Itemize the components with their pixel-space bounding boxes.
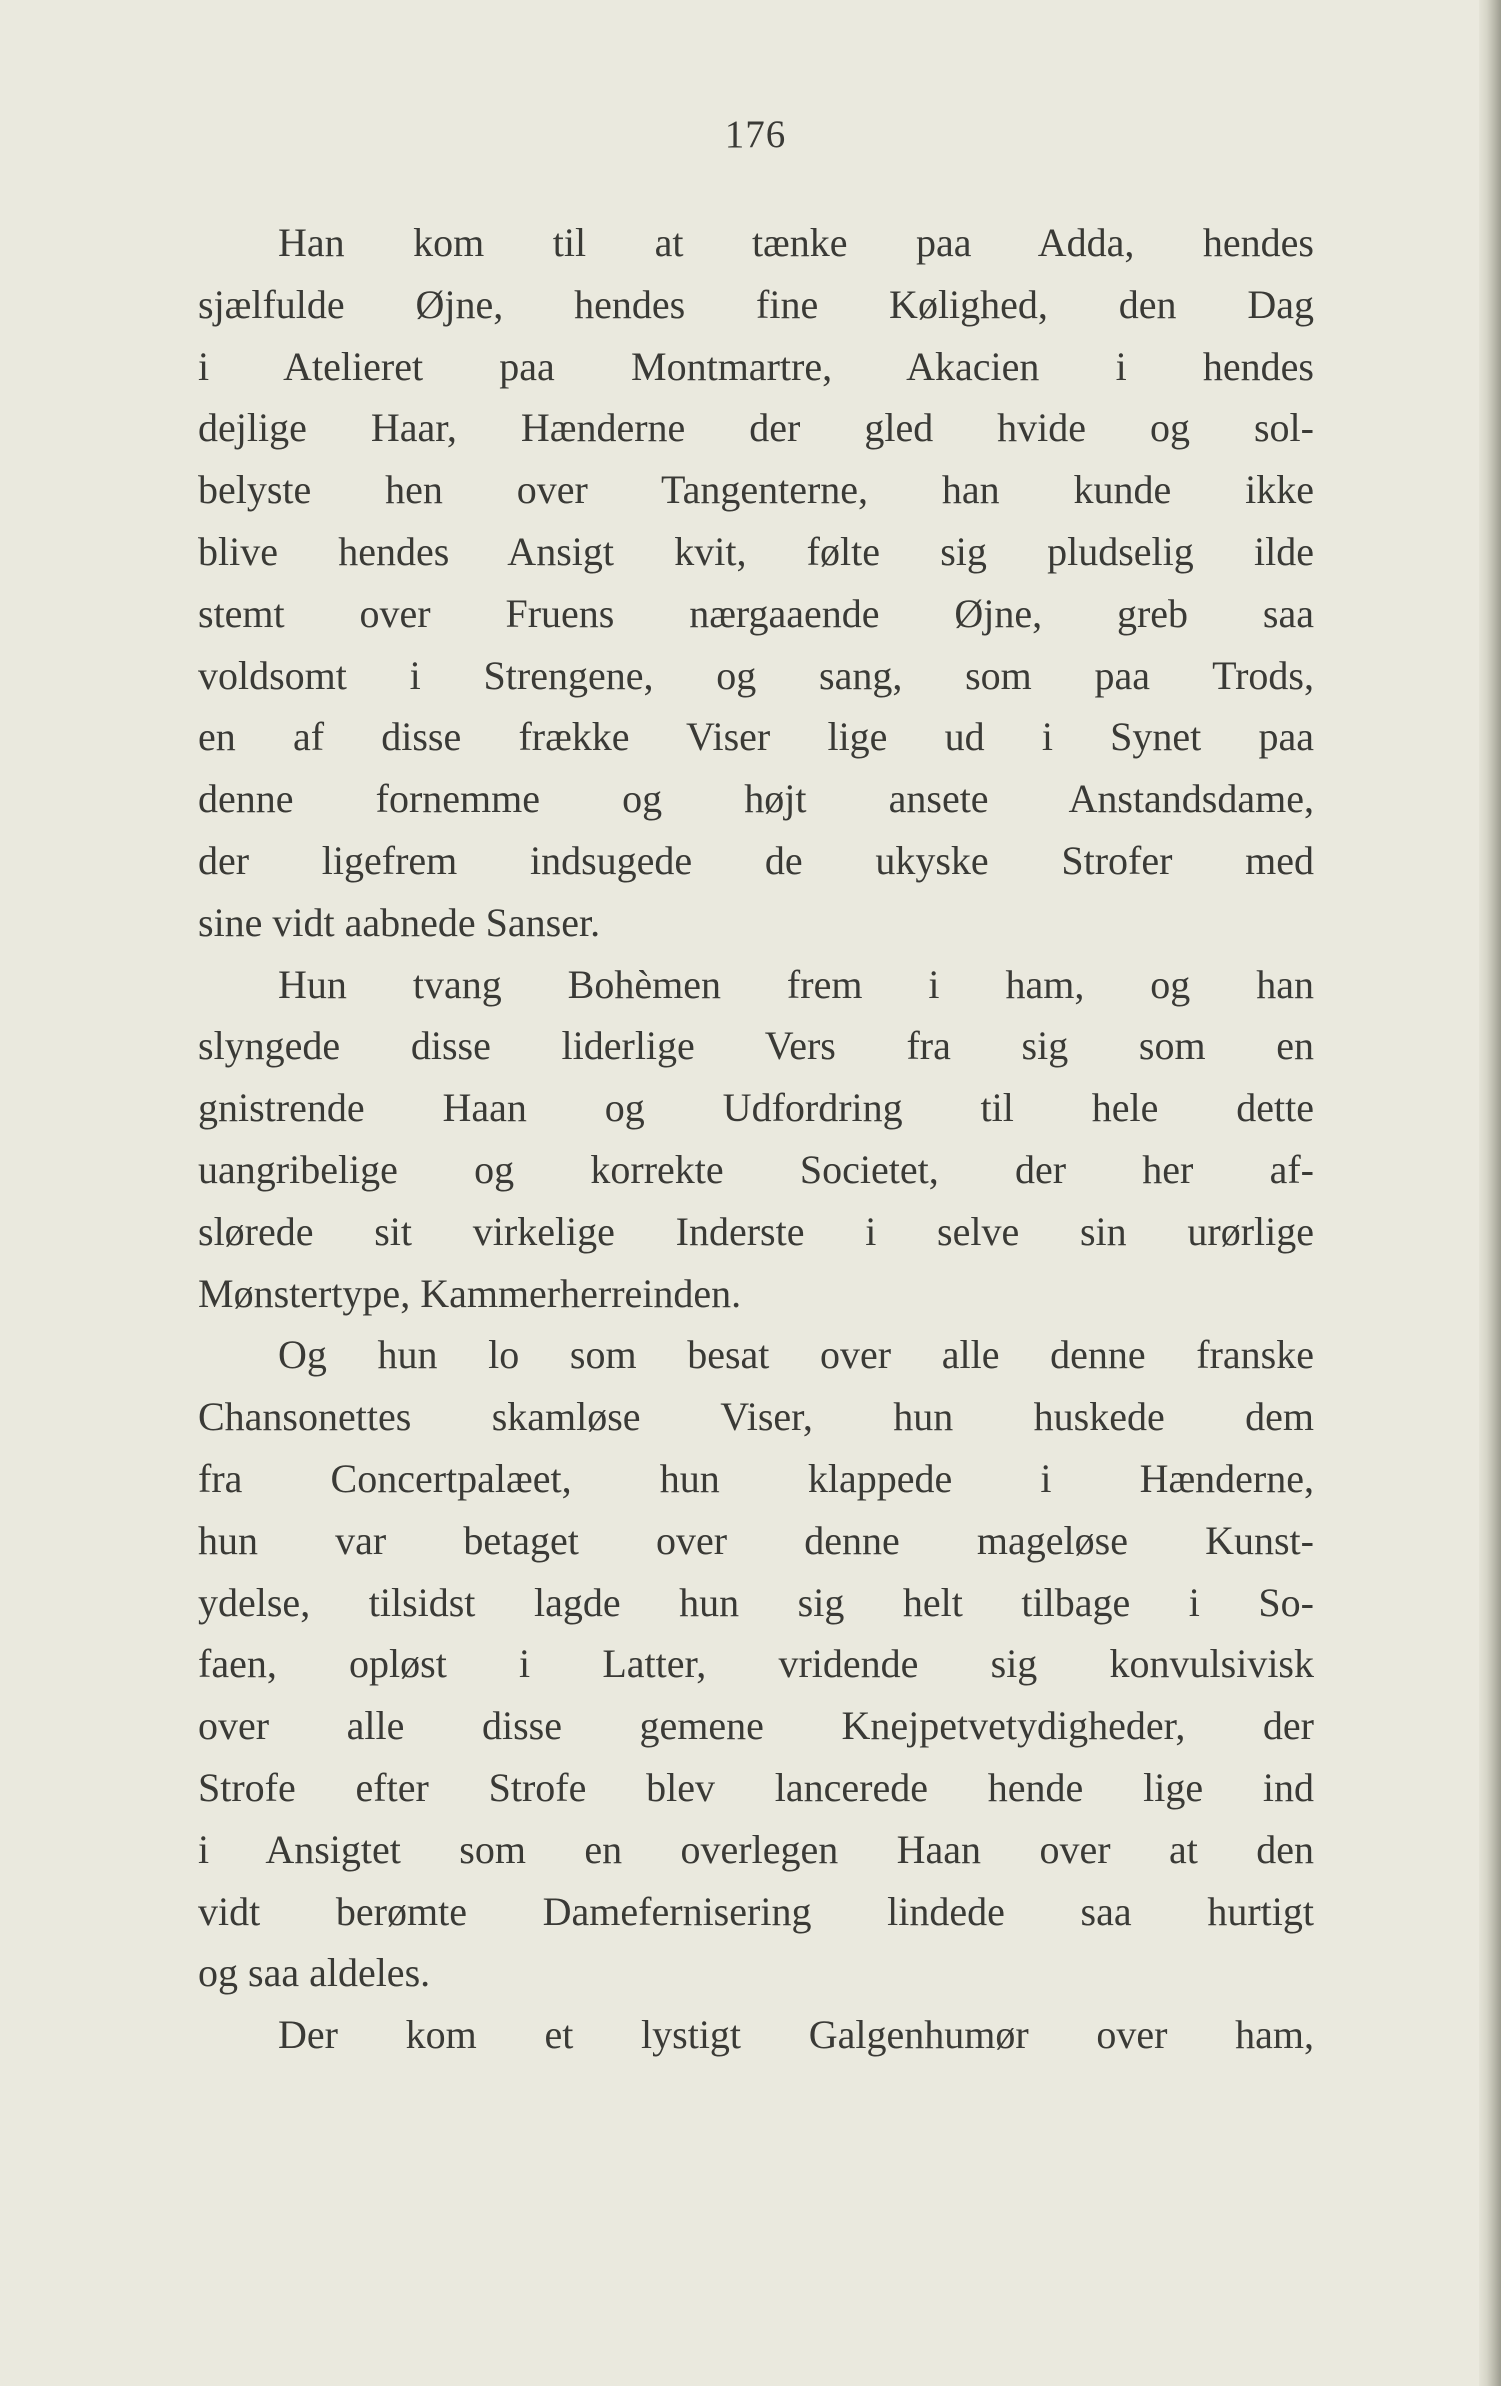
text-line: belyste hen over Tangenterne, han kunde ikke	[198, 467, 1314, 513]
text-line: i Ansigtet som en overlegen Haan over at den	[198, 1826, 1314, 1872]
text-line: sjælfulde Øjne, hendes fine Kølighed, den Dag	[198, 281, 1314, 327]
text-line: stemt over Fruens nærgaaende Øjne, greb saa	[198, 590, 1314, 636]
text-line: fra Concertpalæet, hun klappede i Hænderne,	[198, 1455, 1314, 1501]
text-line: Chansonettes skamløse Viser, hun huskede dem	[198, 1394, 1314, 1440]
text-line: ydelse, tilsidst lagde hun sig helt tilbage i So-	[198, 1579, 1314, 1625]
text-line: en af disse frække Viser lige ud i Synet paa	[198, 714, 1314, 760]
text-line: gnistrende Haan og Udfordring til hele dette	[198, 1085, 1314, 1131]
page-edge-shadow	[1479, 0, 1501, 2386]
text-line: sine vidt aabnede Sanser.	[198, 899, 601, 945]
text-line: Der kom et lystigt Galgenhumør over ham,	[278, 2012, 1314, 2058]
text-line: i Atelieret paa Montmartre, Akacien i hendes	[198, 343, 1314, 389]
text-line: Strofe efter Strofe blev lancerede hende lige ind	[198, 1764, 1314, 1810]
text-line: dejlige Haar, Hænderne der gled hvide og sol-	[198, 405, 1314, 451]
page-number: 176	[724, 113, 787, 156]
text-line: Hun tvang Bohèmen frem i ham, og han	[278, 961, 1314, 1007]
text-line: Og hun lo som besat over alle denne franske	[278, 1332, 1314, 1378]
text-line: der ligefrem indsugede de ukyske Strofer med	[198, 837, 1314, 883]
text-line: uangribelige og korrekte Societet, der her af-	[198, 1146, 1314, 1192]
text-line: og saa aldeles.	[198, 1950, 431, 1996]
text-line: voldsomt i Strengene, og sang, som paa Trods,	[198, 652, 1314, 698]
text-line: over alle disse gemene Knejpetvetydigheder, der	[198, 1703, 1314, 1749]
text-line: Han kom til at tænke paa Adda, hendes	[278, 220, 1314, 265]
text-line: faen, opløst i Latter, vridende sig konvulsivisk	[198, 1641, 1314, 1687]
text-line: hun var betaget over denne mageløse Kunst-	[198, 1517, 1314, 1563]
body-text	[198, 212, 1314, 2066]
text-line: slørede sit virkelige Inderste i selve sin urørlige	[198, 1208, 1314, 1254]
text-line: blive hendes Ansigt kvit, følte sig pludselig ilde	[198, 528, 1314, 574]
text-line: denne fornemme og højt ansete Anstandsdame,	[198, 776, 1314, 822]
text-line: vidt berømte Damefernisering lindede saa hurtigt	[198, 1888, 1314, 1934]
text-line: slyngede disse liderlige Vers fra sig som en	[198, 1023, 1314, 1069]
text-line: Mønstertype, Kammerherreinden.	[198, 1270, 742, 1316]
